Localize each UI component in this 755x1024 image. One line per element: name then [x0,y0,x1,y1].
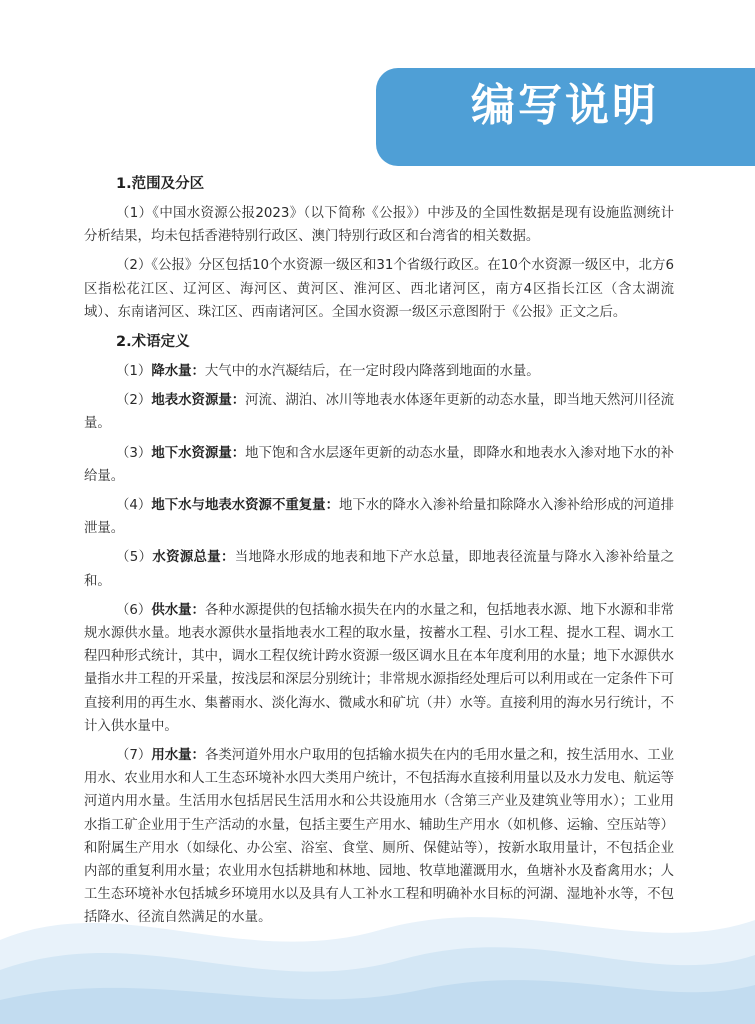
term-label: 地下水与地表水资源不重复量： [151,498,339,514]
term-paragraph-water-use: （7）用水量：各类河道外用水户取用的包括输水损失在内的毛用水量之和，按生活用水、工业用水、农业用水和人工生态环境补水四大类用户统计，不包括海水直接利用量以及水力发电、航运等河道内用水量。生活用水包括居民生活用水和公共设施用水（含第三产业及建筑业等用水）；工业用水指工矿企业用于生产活动的水量，包括主要生产用水、辅助生产用水（如机修、运输、空压站等）和附属生产用水（如绿化、办公室、浴室、食堂、厕所、保健站等），按新水取用量计，不包括企业内部的重复利用水量；农业用水包括耕地和林地、园地、牧草地灌溉用水，鱼塘补水及畜禽用水；人工生态环境补水包括城乡环境用水以及具有人工补水工程和明确补水目标的河湖、湿地补水等，不包括降水、径流自然满足的水量。 [84,748,674,926]
term-label: 地表水资源量： [151,393,246,409]
term-paragraph-surface-water: （2）地表水资源量：河流、湖泊、冰川等地表水体逐年更新的动态水量，即当地天然河川径流量。 [84,393,674,432]
term-label: 水资源总量： [152,550,235,566]
term-paragraph-precipitation: （1）降水量：大气中的水汽凝结后，在一定时段内降落到地面的水量。 [116,364,540,380]
term-label: 地下水资源量： [151,445,246,461]
scope-paragraph-2: （2）《公报》分区包括10个水资源一级区和31个省级行政区。在10个水资源一级区中，北方6区指松花江区、辽河区、海河区、黄河区、淮河区、西北诸河区，南方4区指长江区（含太湖流域）、东南诸河区、珠江区、西南诸河区。全国水资源一级区示意图附于《公报》正文之后。 [84,258,674,320]
term-label: 降水量： [151,364,205,380]
section-heading-terms: 2.术语定义 [116,334,190,351]
title-banner [376,68,755,166]
document-body [84,172,674,936]
page-title: 编写说明 [471,80,659,131]
term-label: 供水量： [151,602,205,618]
term-paragraph-water-supply: （6）供水量：各种水源提供的包括输水损失在内的水量之和，包括地表水源、地下水源和非常规水源供水量。地表水源供水量指地表水工程的取水量，按蓄水工程、引水工程、提水工程、调水工程四种形式统计，其中，调水工程仅统计跨水资源一级区调水且在本年度利用的水量；地下水源供水量指水井工程的开采量，按浅层和深层分别统计；非常规水源指经处理后可以利用或在一定条件下可直接利用的再生水、集蓄雨水、淡化海水、微咸水和矿坑（井）水等。直接利用的海水另行统计，不计入供水量中。 [84,602,674,734]
section-heading-scope: 1.范围及分区 [116,176,205,192]
term-paragraph-groundwater: （3）地下水资源量：地下饱和含水层逐年更新的动态水量，即降水和地表水入渗对地下水的补给量。 [84,445,674,484]
term-paragraph-non-duplicate: （4）地下水与地表水资源不重复量：地下水的降水入渗补给量扣除降水入渗补给形成的河道排泄量。 [84,498,674,537]
term-label: 用水量： [151,748,205,764]
term-paragraph-total-resources: （5）水资源总量：当地降水形成的地表和地下产水总量，即地表径流量与降水入渗补给量之和。 [84,550,674,589]
scope-paragraph-1: （1）《中国水资源公报2023》（以下简称《公报》）中涉及的全国性数据是现有设施监测统计分析结果，均未包括香港特别行政区、澳门特别行政区和台湾省的相关数据。 [84,206,674,245]
